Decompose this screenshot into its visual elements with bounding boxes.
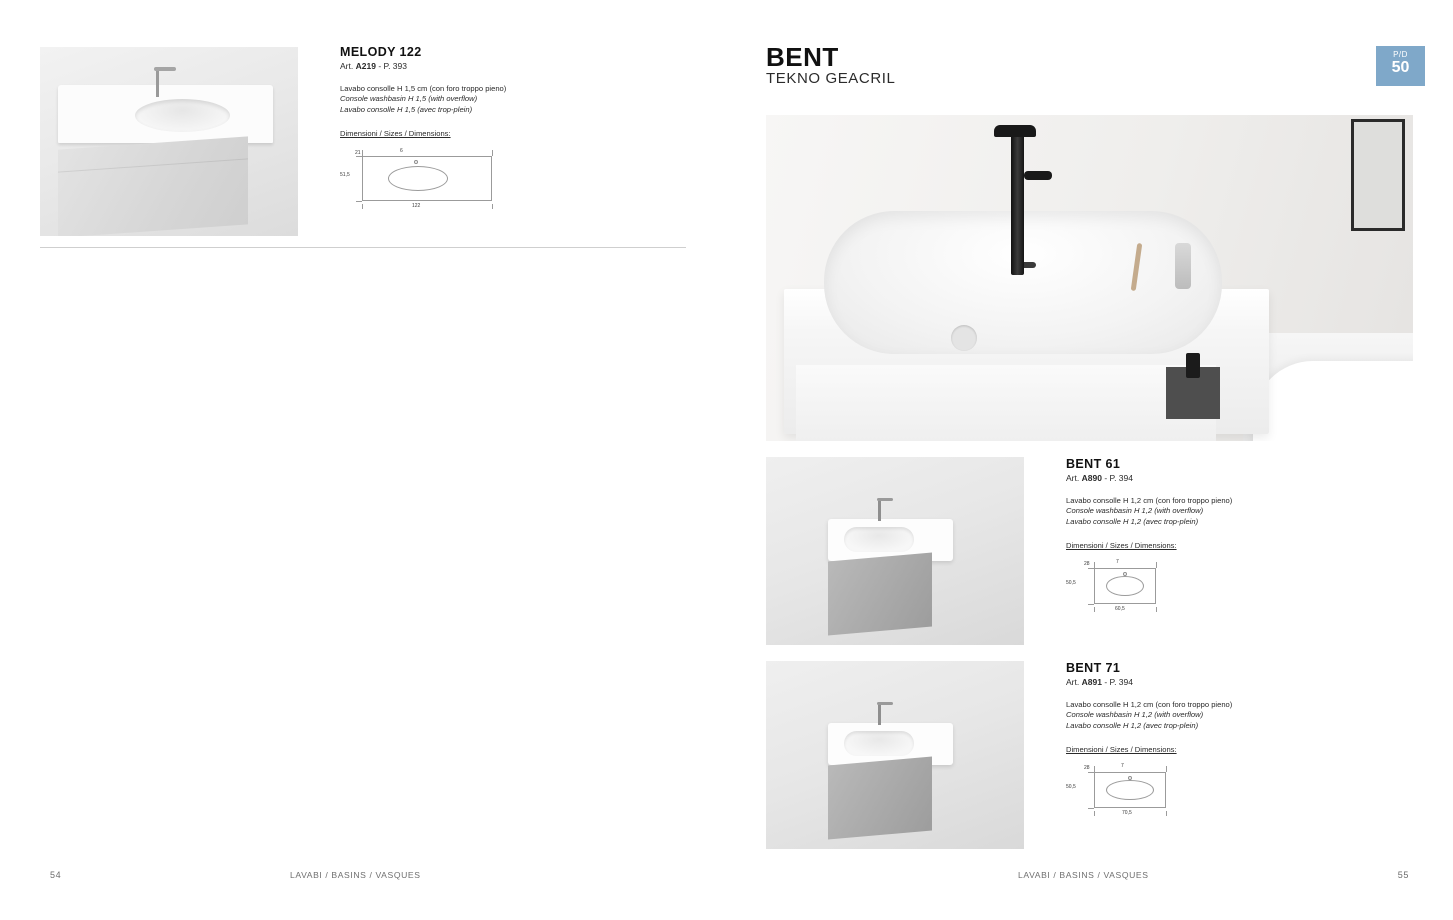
description-it: Lavabo consolle H 1,2 cm (con foro troppo pieno) xyxy=(1066,700,1233,709)
status-badge xyxy=(1376,46,1425,86)
brand-title: BENT xyxy=(766,42,839,72)
drawing-tick xyxy=(1088,772,1094,773)
drawing-tick xyxy=(1094,607,1095,612)
hero-product-photo xyxy=(766,115,1413,441)
drawing-tick xyxy=(1088,604,1094,605)
photo-basin xyxy=(135,99,230,132)
article-prefix: Art. xyxy=(1066,473,1080,483)
product-description xyxy=(1066,700,1413,731)
article-code: A219 xyxy=(355,61,376,71)
photo-cabinet xyxy=(828,756,932,839)
description-en: Console washbasin H 1,5 (with overflow) xyxy=(340,94,478,104)
article-page: - P. 394 xyxy=(1104,677,1133,687)
hero-faucet-handle xyxy=(1024,171,1052,180)
description-fr: Lavabo consolle H 1,5 (avec trop-plein) xyxy=(340,104,473,114)
page-title: MELODY 122 xyxy=(340,45,422,59)
hero-faucet-spout xyxy=(994,125,1036,137)
brand-subtitle: TEKNO GEACRIL xyxy=(766,70,896,87)
product-title: BENT 61 xyxy=(1066,457,1121,471)
drawing-tick xyxy=(492,150,493,156)
drawing-tick xyxy=(1088,808,1094,809)
bent71-technical-drawing xyxy=(1066,762,1413,834)
drawing-tick xyxy=(1166,766,1167,772)
photo-cabinet xyxy=(58,136,248,236)
drawing-tap-hole xyxy=(414,160,418,164)
photo-cabinet xyxy=(828,552,932,635)
dimensions-label-text: Dimensioni / Sizes / Dimensions: xyxy=(340,129,451,139)
left-footer-category: LAVABI / BASINS / VASQUES xyxy=(290,870,421,880)
article-code: A891 xyxy=(1081,677,1102,687)
drawing-tick xyxy=(356,156,362,157)
page-number-left: 54 xyxy=(50,870,62,880)
page-number-right: 55 xyxy=(1397,870,1409,880)
drawing-height-label: 28 xyxy=(1084,561,1090,568)
dimensions-label-text: Dimensioni / Sizes / Dimensions: xyxy=(1066,745,1177,755)
description-fr: Lavabo consolle H 1,2 (avec trop-plein) xyxy=(1066,720,1199,730)
photo-faucet xyxy=(156,71,159,97)
photo-faucet xyxy=(878,705,881,725)
hero-mirror xyxy=(1351,119,1405,231)
drawing-tick xyxy=(362,150,363,156)
article-prefix: Art. xyxy=(340,61,354,71)
description-en: Console washbasin H 1,2 (with overflow) xyxy=(1066,710,1204,720)
dimensions-label-text: Dimensioni / Sizes / Dimensions: xyxy=(1066,541,1177,551)
drawing-tick xyxy=(1156,562,1157,568)
melody-technical-drawing xyxy=(340,146,540,216)
product-title: BENT 71 xyxy=(1066,661,1121,675)
article-line xyxy=(340,61,670,71)
bent61-photo xyxy=(766,457,1024,645)
drawing-width-label: 70,5 xyxy=(1122,810,1132,817)
right-page xyxy=(726,0,1453,920)
hero-towel-rail xyxy=(1186,353,1200,378)
photo-basin xyxy=(844,731,914,756)
bent71-info xyxy=(1066,661,1413,834)
drawing-depth-label: 51,5 xyxy=(340,172,350,178)
product-description xyxy=(340,84,670,115)
dimensions-label xyxy=(1066,745,1413,754)
photo-faucet xyxy=(878,501,881,521)
article-page: - P. 394 xyxy=(1104,473,1133,483)
section-divider xyxy=(40,247,686,248)
hero-faucet-column xyxy=(1011,125,1024,275)
article-line xyxy=(1066,677,1413,687)
drawing-width-label: 60,5 xyxy=(1115,606,1125,613)
hero-side-basin xyxy=(1253,361,1413,441)
drawing-height-label: 28 xyxy=(1084,765,1090,772)
left-footer-page-number xyxy=(50,870,61,880)
drawing-tick xyxy=(356,201,362,202)
left-page xyxy=(0,0,726,920)
article-line xyxy=(1066,473,1413,483)
right-footer-category: LAVABI / BASINS / VASQUES xyxy=(1018,870,1149,880)
bent61-technical-drawing xyxy=(1066,558,1413,630)
drawing-tick xyxy=(1156,607,1157,612)
drawing-depth-label: 50,5 xyxy=(1066,580,1076,587)
hero-cabinet xyxy=(796,365,1216,441)
drawing-width-label: 122 xyxy=(412,203,421,209)
article-page: - P. 393 xyxy=(378,61,407,71)
dimensions-label xyxy=(1066,541,1413,550)
right-footer-page-number xyxy=(1398,870,1409,880)
drawing-tick xyxy=(1094,811,1095,816)
drawing-holes-label: 7 xyxy=(1121,763,1124,770)
description-it: Lavabo consolle H 1,5 cm (con foro troppo pieno) xyxy=(340,84,507,93)
product-description xyxy=(1066,496,1413,527)
bent61-info xyxy=(1066,457,1413,630)
description-fr: Lavabo consolle H 1,2 (avec trop-plein) xyxy=(1066,516,1199,526)
drawing-tick xyxy=(492,204,493,209)
drawing-holes-label: 7 xyxy=(1116,559,1119,566)
drawing-tick xyxy=(1094,562,1095,568)
hero-drain xyxy=(951,325,977,351)
drawing-holes-label: 6 xyxy=(400,148,403,154)
bent71-photo xyxy=(766,661,1024,849)
drawing-tick xyxy=(362,204,363,209)
melody-product-photo xyxy=(40,47,298,236)
article-code: A890 xyxy=(1081,473,1102,483)
description-it: Lavabo consolle H 1,2 cm (con foro troppo pieno) xyxy=(1066,496,1233,505)
drawing-basin-oval xyxy=(388,166,448,191)
drawing-tick xyxy=(1166,811,1167,816)
description-en: Console washbasin H 1,2 (with overflow) xyxy=(1066,506,1204,516)
drawing-depth-label: 50,5 xyxy=(1066,784,1076,791)
hero-dispenser xyxy=(1175,243,1191,289)
drawing-height-label: 21 xyxy=(355,150,361,156)
melody-product-info xyxy=(340,45,670,146)
dimensions-label xyxy=(340,129,670,138)
badge-number: 50 xyxy=(1391,59,1410,76)
drawing-tick xyxy=(1094,766,1095,772)
badge-label: P/D xyxy=(1393,50,1408,59)
article-prefix: Art. xyxy=(1066,677,1080,687)
drawing-tick xyxy=(1088,568,1094,569)
photo-basin xyxy=(844,527,914,552)
